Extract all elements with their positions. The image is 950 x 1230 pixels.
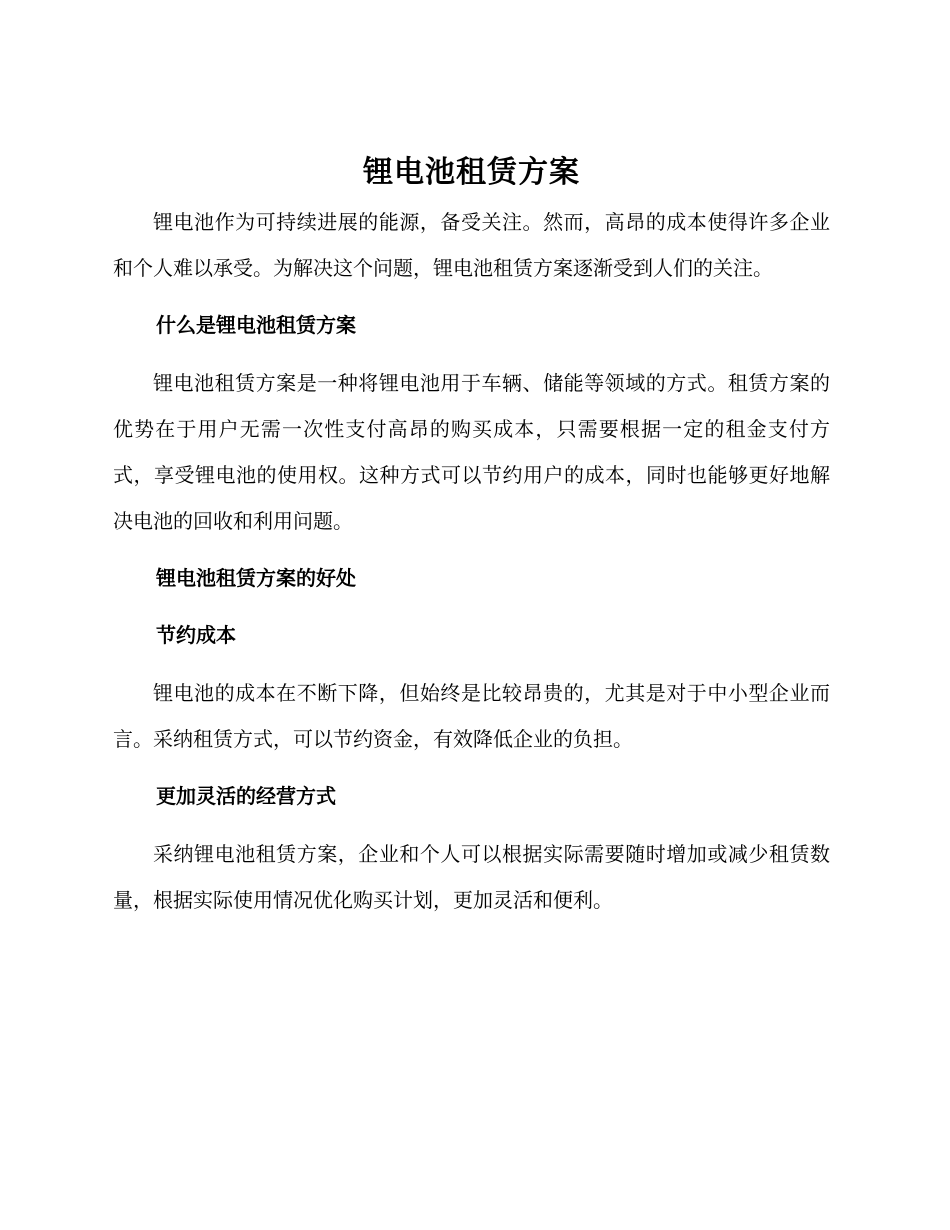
section-heading-benefits: 锂电池租赁方案的好处 [156, 566, 356, 590]
section-body-flexible: 采纳锂电池租赁方案，企业和个人可以根据实际需要随时增加或减少租赁数量，根据实际使用情况优化购买计划，更加灵活和便利。 [113, 842, 830, 912]
document-title: 锂电池租赁方案 [363, 155, 580, 190]
intro-paragraph: 锂电池作为可持续进展的能源，备受关注。然而，高昂的成本使得许多企业和个人难以承受。为解决这个问题，锂电池租赁方案逐渐受到人们的关注。 [113, 210, 830, 280]
section-body-save-cost: 锂电池的成本在不断下降，但始终是比较昂贵的，尤其是对于中小型企业而言。采纳租赁方式，可以节约资金，有效降低企业的负担。 [113, 681, 830, 751]
section-heading-save-cost: 节约成本 [156, 623, 236, 647]
section-body-what: 锂电池租赁方案是一种将锂电池用于车辆、储能等领域的方式。租赁方案的优势在于用户无需一次性支付高昂的购买成本，只需要根据一定的租金支付方式，享受锂电池的使用权。这种方式可以节约用户的成本，同时也能够更好地解决电池的回收和利用问题。 [113, 371, 830, 533]
section-heading-what: 什么是锂电池租赁方案 [156, 313, 356, 337]
section-heading-flexible: 更加灵活的经营方式 [156, 784, 336, 808]
